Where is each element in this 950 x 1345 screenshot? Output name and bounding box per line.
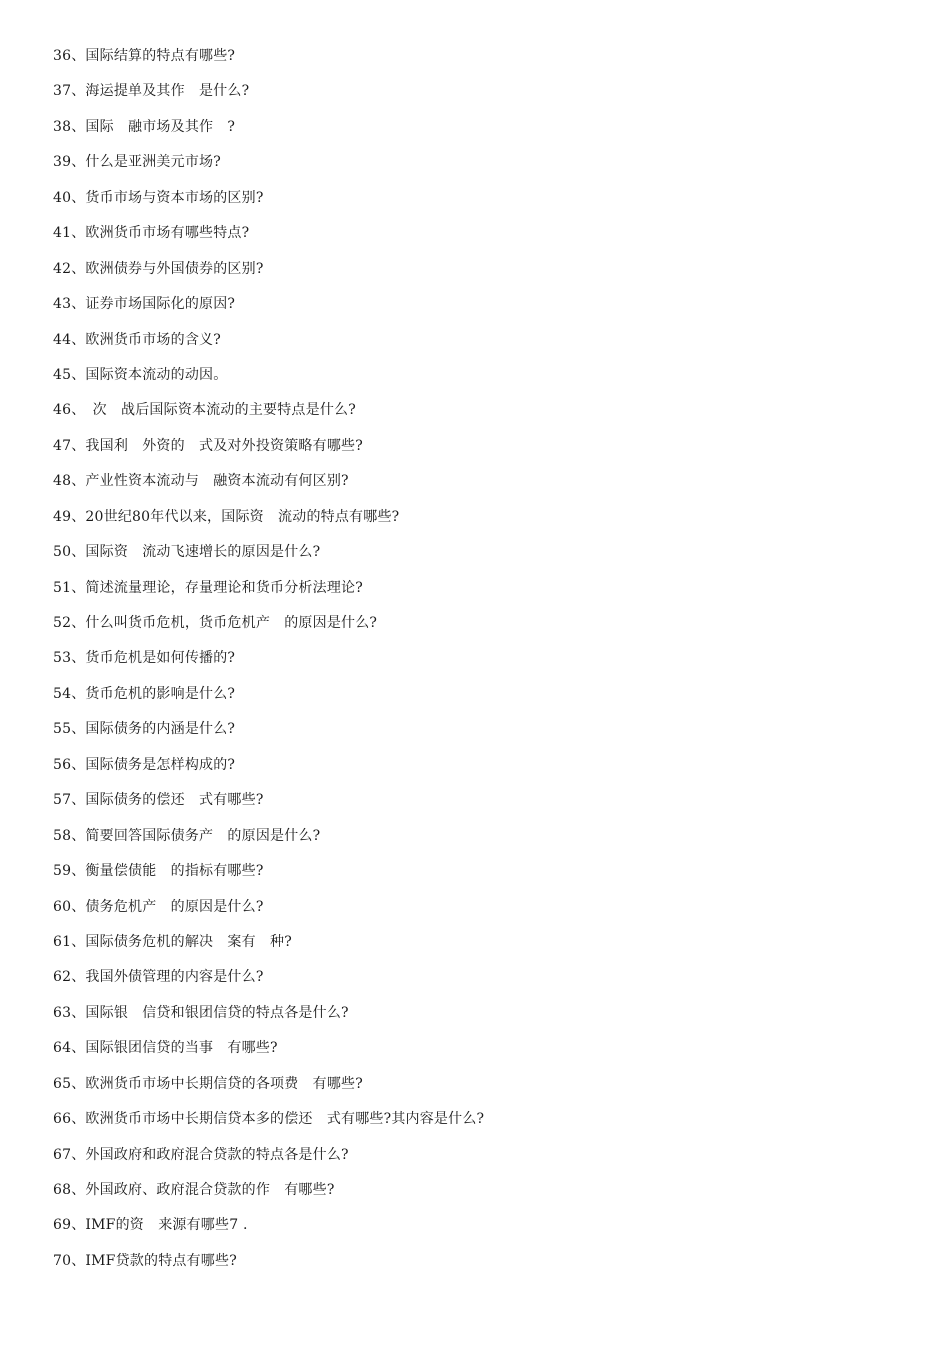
- question-item: 58、简要回答国际债务产 的原因是什么?: [53, 827, 321, 844]
- question-item: 50、国际资 流动飞速增长的原因是什么?: [53, 544, 321, 561]
- question-item: 52、什么叫货币危机，货币危机产 的原因是什么?: [53, 615, 378, 631]
- question-item: 37、海运提单及其作 是什么?: [53, 83, 250, 100]
- question-item: 66、欧洲货币市场中长期信贷本多的偿还 式有哪些?其内容是什么?: [53, 1111, 485, 1128]
- question-item: 47、我国利 外资的 式及对外投资策略有哪些?: [53, 437, 363, 454]
- question-item: 46、 次 战后国际资本流动的主要特点是什么?: [53, 402, 356, 419]
- question-list: [53, 45, 484, 1285]
- question-item: 39、什么是亚洲美元市场?: [53, 154, 221, 171]
- question-item: 54、货币危机的影响是什么?: [53, 685, 236, 702]
- question-item: 53、货币危机是如何传播的?: [53, 650, 236, 667]
- question-item: 40、货币市场与资本市场的区别?: [53, 189, 264, 206]
- question-item: 45、国际资本流动的动因。: [53, 366, 228, 383]
- question-item: 42、欧洲债券与外国债券的区别?: [53, 260, 264, 277]
- question-item: 60、债务危机产 的原因是什么?: [53, 898, 264, 915]
- question-item: 57、国际债务的偿还 式有哪些?: [53, 792, 264, 809]
- question-item: 43、证券市场国际化的原因?: [53, 296, 236, 313]
- question-item: 48、产业性资本流动与 融资本流动有何区别?: [53, 473, 349, 490]
- question-item: 44、欧洲货币市场的含义?: [53, 331, 221, 348]
- question-item: 51、简述流量理论，存量理论和货币分析法理论?: [53, 579, 363, 596]
- question-item: 62、我国外债管理的内容是什么?: [53, 969, 264, 986]
- question-item: 64、国际银团信贷的当事 有哪些?: [53, 1040, 278, 1057]
- question-item: 65、欧洲货币市场中长期信贷的各项费 有哪些?: [53, 1075, 363, 1092]
- question-item: 55、国际债务的内涵是什么?: [53, 721, 236, 738]
- question-item: 38、国际 融市场及其作 ?: [53, 118, 236, 135]
- question-item: 59、衡量偿债能 的指标有哪些?: [53, 863, 264, 880]
- question-item: 49、20世纪80年代以来，国际资 流动的特点有哪些?: [53, 508, 400, 525]
- question-item: 68、外国政府、政府混合贷款的作 有哪些?: [53, 1182, 335, 1198]
- question-item: 67、外国政府和政府混合贷款的特点各是什么?: [53, 1146, 349, 1163]
- question-item: 70、IMF贷款的特点有哪些?: [53, 1252, 237, 1269]
- question-item: 61、国际债务危机的解决 案有 种?: [53, 933, 292, 950]
- question-item: 69、IMF的资 来源有哪些7 .: [53, 1217, 248, 1234]
- question-item: 36、国际结算的特点有哪些?: [53, 48, 236, 64]
- question-item: 63、国际银 信贷和银团信贷的特点各是什么?: [53, 1004, 349, 1021]
- question-item: 41、欧洲货币市场有哪些特点?: [53, 225, 250, 242]
- question-item: 56、国际债务是怎样构成的?: [53, 756, 236, 773]
